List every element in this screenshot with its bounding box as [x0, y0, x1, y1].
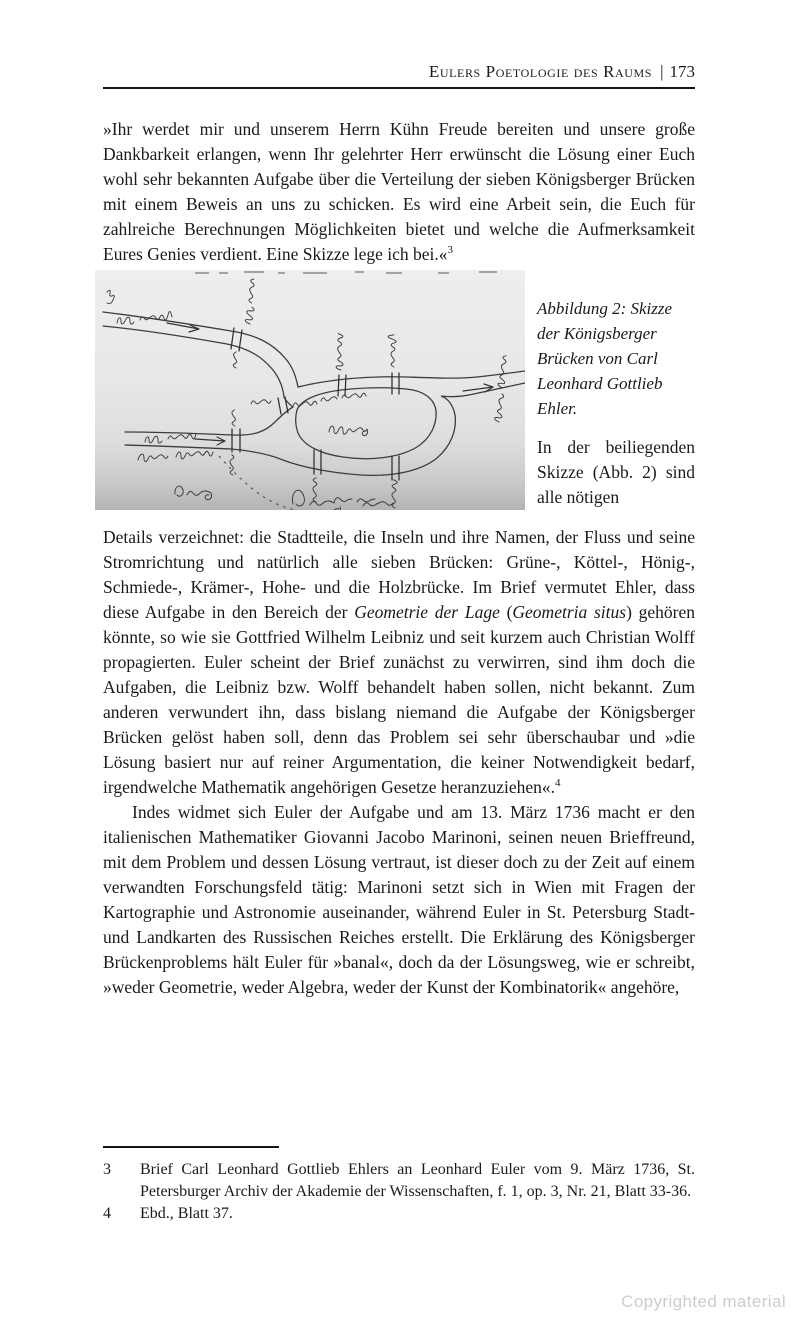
paragraph-text: (	[499, 602, 513, 622]
block-quote	[103, 117, 695, 267]
figure-caption: Abbildung 2: Skizze der Königsberger Brücken von Carl Leonhard Gottlieb Ehler.	[537, 299, 673, 418]
footnote-separator-rule	[103, 1146, 279, 1148]
italic-term: Geometrie der Lage	[354, 602, 500, 622]
koenigsberg-bridges-sketch-figure	[95, 270, 525, 510]
paragraph-text: Details verzeichnet: die Stadtteile, die Inseln und ihre Namen, der Fluss und seine Stromrichtung und natürlich alle sieben Brücken: Grüne-, Köttel-, Hönig-, Schmiede-, Krämer-, Hohe- und die Holzbrücke. Im Brief vermutet Ehler, dass diese Aufgabe in den Bereich der	[103, 527, 695, 622]
figure-side-column	[537, 270, 695, 510]
sketch-image	[95, 270, 525, 510]
body-paragraph-2: Indes widmet sich Euler der Aufgabe und am 13. März 1736 macht er den italienischen Mathematiker Giovanni Jacobo Marinoni, seinen neuen Brieffreund, mit dem Problem und dessen Lösung vertraut, ist dieser doch zu der Zeit auf einem verwandten Forschungsfeld tätig: Marinoni setzt sich in Wien mit Fragen der Kartographie und Astronomie auseinander, während Euler in St. Petersburg Stadt- und Landkarten des Russischen Reiches erstellt. Die Erklärung des Königsberger Brückenproblems hält Euler für »banal«, doch da der Lösungsweg, wie er schreibt, »weder Geometrie, weder Algebra, weder der Kunst der Kombinatorik« angehöre,	[103, 802, 695, 997]
body-paragraph-1	[103, 525, 695, 800]
footnote-text: Brief Carl Leonhard Gottlieb Ehlers an Leonhard Euler vom 9. März 1736, St. Petersburger Archiv der Akademie der Wissenschaften, f. 1, op. 3, Nr. 21, Blatt 33-36.	[140, 1161, 695, 1200]
body-paragraph-intro: In der beiliegenden Skizze (Abb. 2) sind alle nötigen	[537, 437, 695, 507]
scanned-paper-background	[95, 270, 525, 510]
footnote-item	[103, 1159, 695, 1203]
footnote-section	[103, 1146, 695, 1225]
paragraph-text: ) gehören könnte, so wie sie Gottfried Wilhelm Leibniz und seit kurzem auch Christian Wolff propagierten. Euler scheint der Brief zunächst zu verwirren, sind ihm doch die Aufgaben, die Leibniz bzw. Wolff behandelt haben sollen, nicht bekannt. Zum anderen verwundert ihn, dass bislang niemand die Aufgabe der Königsberger Brücken gelöst haben soll, denn das Problem sei sehr überschaubar und »die Lösung basiert nur auf reiner Argumentation, die keiner Notwendigkeit bedarf, irgendwelche Mathematik angehörigen Gesetze heranzuziehen«.	[103, 602, 695, 797]
footnote-item	[103, 1203, 695, 1225]
footnote-marker-3: 3	[447, 243, 454, 256]
main-text	[103, 525, 695, 1000]
footnote-number: 4	[103, 1205, 111, 1222]
running-title: Eulers Poetologie des Raums	[428, 62, 653, 81]
header-separator: |	[660, 62, 664, 81]
footnote-text: Ebd., Blatt 37.	[140, 1205, 233, 1222]
quote-text: »Ihr werdet mir und unserem Herrn Kühn Freude bereiten und unsere große Dankbarkeit erlangen, wenn Ihr gelehrter Herr erwünscht die Lösung einer Euch wohl sehr bekannten Aufgabe über die Verteilung der sieben Königsberger Brücken mit einem Beweis an uns zu schicken. Es wird eine Arbeit sein, die Euch für zahlreiche Berechnungen Möglichkeiten bietet und welche die Aufmerksamkeit Eures Genies verdient. Eine Skizze lege ich bei.«	[103, 118, 695, 264]
footnote-marker-4: 4	[555, 777, 561, 790]
copyright-watermark: Copyrighted material	[621, 1292, 786, 1311]
footnote-number: 3	[103, 1161, 111, 1178]
italic-term: Geometria situs	[512, 602, 627, 622]
page-header	[103, 61, 695, 89]
page-number: 173	[669, 62, 695, 81]
